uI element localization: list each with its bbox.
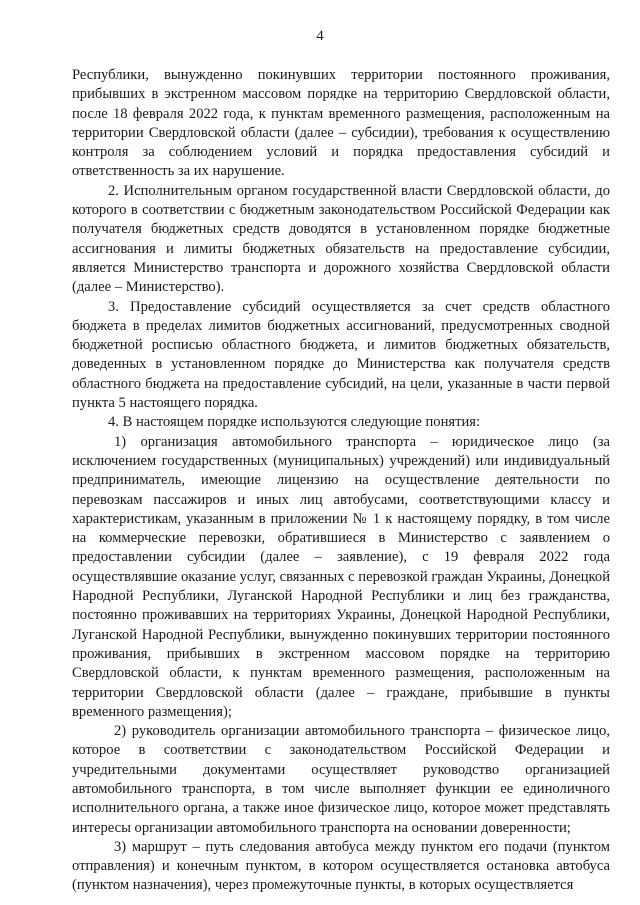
paragraph-2-executive-body: 2. Исполнительным органом государственной власти Свердловской области, до которого в соответствии с бюджетным законодательством Российской Федерации как получателя бюджетных средств доводятся в установленном порядке бюджетные ассигнования и лимиты бюджетных обязательств на предоставление субсидии, является Министерство транспорта и дорожного хозяйства Свердловской области (далее – Министерство). bbox=[72, 182, 610, 296]
document-body bbox=[72, 66, 610, 896]
paragraph-4-definitions-intro: 4. В настоящем порядке используются следующие понятия: bbox=[108, 414, 481, 431]
paragraph-intro-continuation: Республики, вынужденно покинувших территории постоянного проживания, прибывших в экстренном массовом порядке на территорию Свердловской области, после 18 февраля 2022 года, к пунктам временного размещения, расположенным на территории Свердловской области (далее – субсидии), требования к осуществлению контроля за соблюдением условий и порядка предоставления субсидий и ответственность за их нарушение. bbox=[72, 67, 610, 180]
paragraph-3-funding: 3. Предоставление субсидий осуществляется за счет средств областного бюджета в пределах лимитов бюджетных ассигнований, предусмотренных сводной бюджетной росписью областного бюджета, и лимитов бюджетных обязательств, доведенных в установленном порядке до Министерства как получателя средств областного бюджета на предоставление субсидий, на цели, указанные в части первой пункта 5 настоящего порядка. bbox=[72, 298, 610, 412]
definition-2-organization-head: 2) руководитель организации автомобильного транспорта – физическое лицо, которое в соответствии с законодательством Российской Федерации и учредительными документами осуществляет руководство организацией автомобильного транспорта, в том числе выполняет функции ее единоличного исполнительного органа, а также иное физическое лицо, которое может представлять интересы организации автомобильного транспорта на основании доверенности; bbox=[72, 723, 610, 836]
page-number: 4 bbox=[316, 28, 324, 44]
definition-1-transport-organization: 1) организация автомобильного транспорта – юридическое лицо (за исключением государственных (муниципальных) учреждений) или индивидуальный предприниматель, имеющие лицензию на осуществление деятельности по перевозкам пассажиров и иных лиц автобусами, соответствующими классу и характеристикам, указанным в приложении № 1 к настоящему порядку, в том числе на коммерческие перевозки, обратившиеся в Министерство с заявлением о предоставлении субсидии (далее – заявление), с 19 февраля 2022 года осуществлявшие оказание услуг, связанных с перевозкой граждан Украины, Донецкой Народной Республики, Луганской Народной Республики и лиц без гражданства, постоянно проживавших на территориях Украины, Донецкой Народной Республики, Луганской Народной Республики, вынужденно покинувших территории постоянного проживания, прибывших в экстренном массовом порядке на территорию Свердловской области, к пунктам временного размещения, расположенным на территории Свердловской области (далее – граждане, прибывшие в пункты временного размещения); bbox=[72, 433, 610, 720]
definition-3-route: 3) маршрут – путь следования автобуса между пунктом его подачи (пунктом отправления) и конечным пунктом, в котором осуществляется остановка автобуса (пунктом назначения), через промежуточные пункты, в которых осуществляется bbox=[72, 838, 610, 894]
